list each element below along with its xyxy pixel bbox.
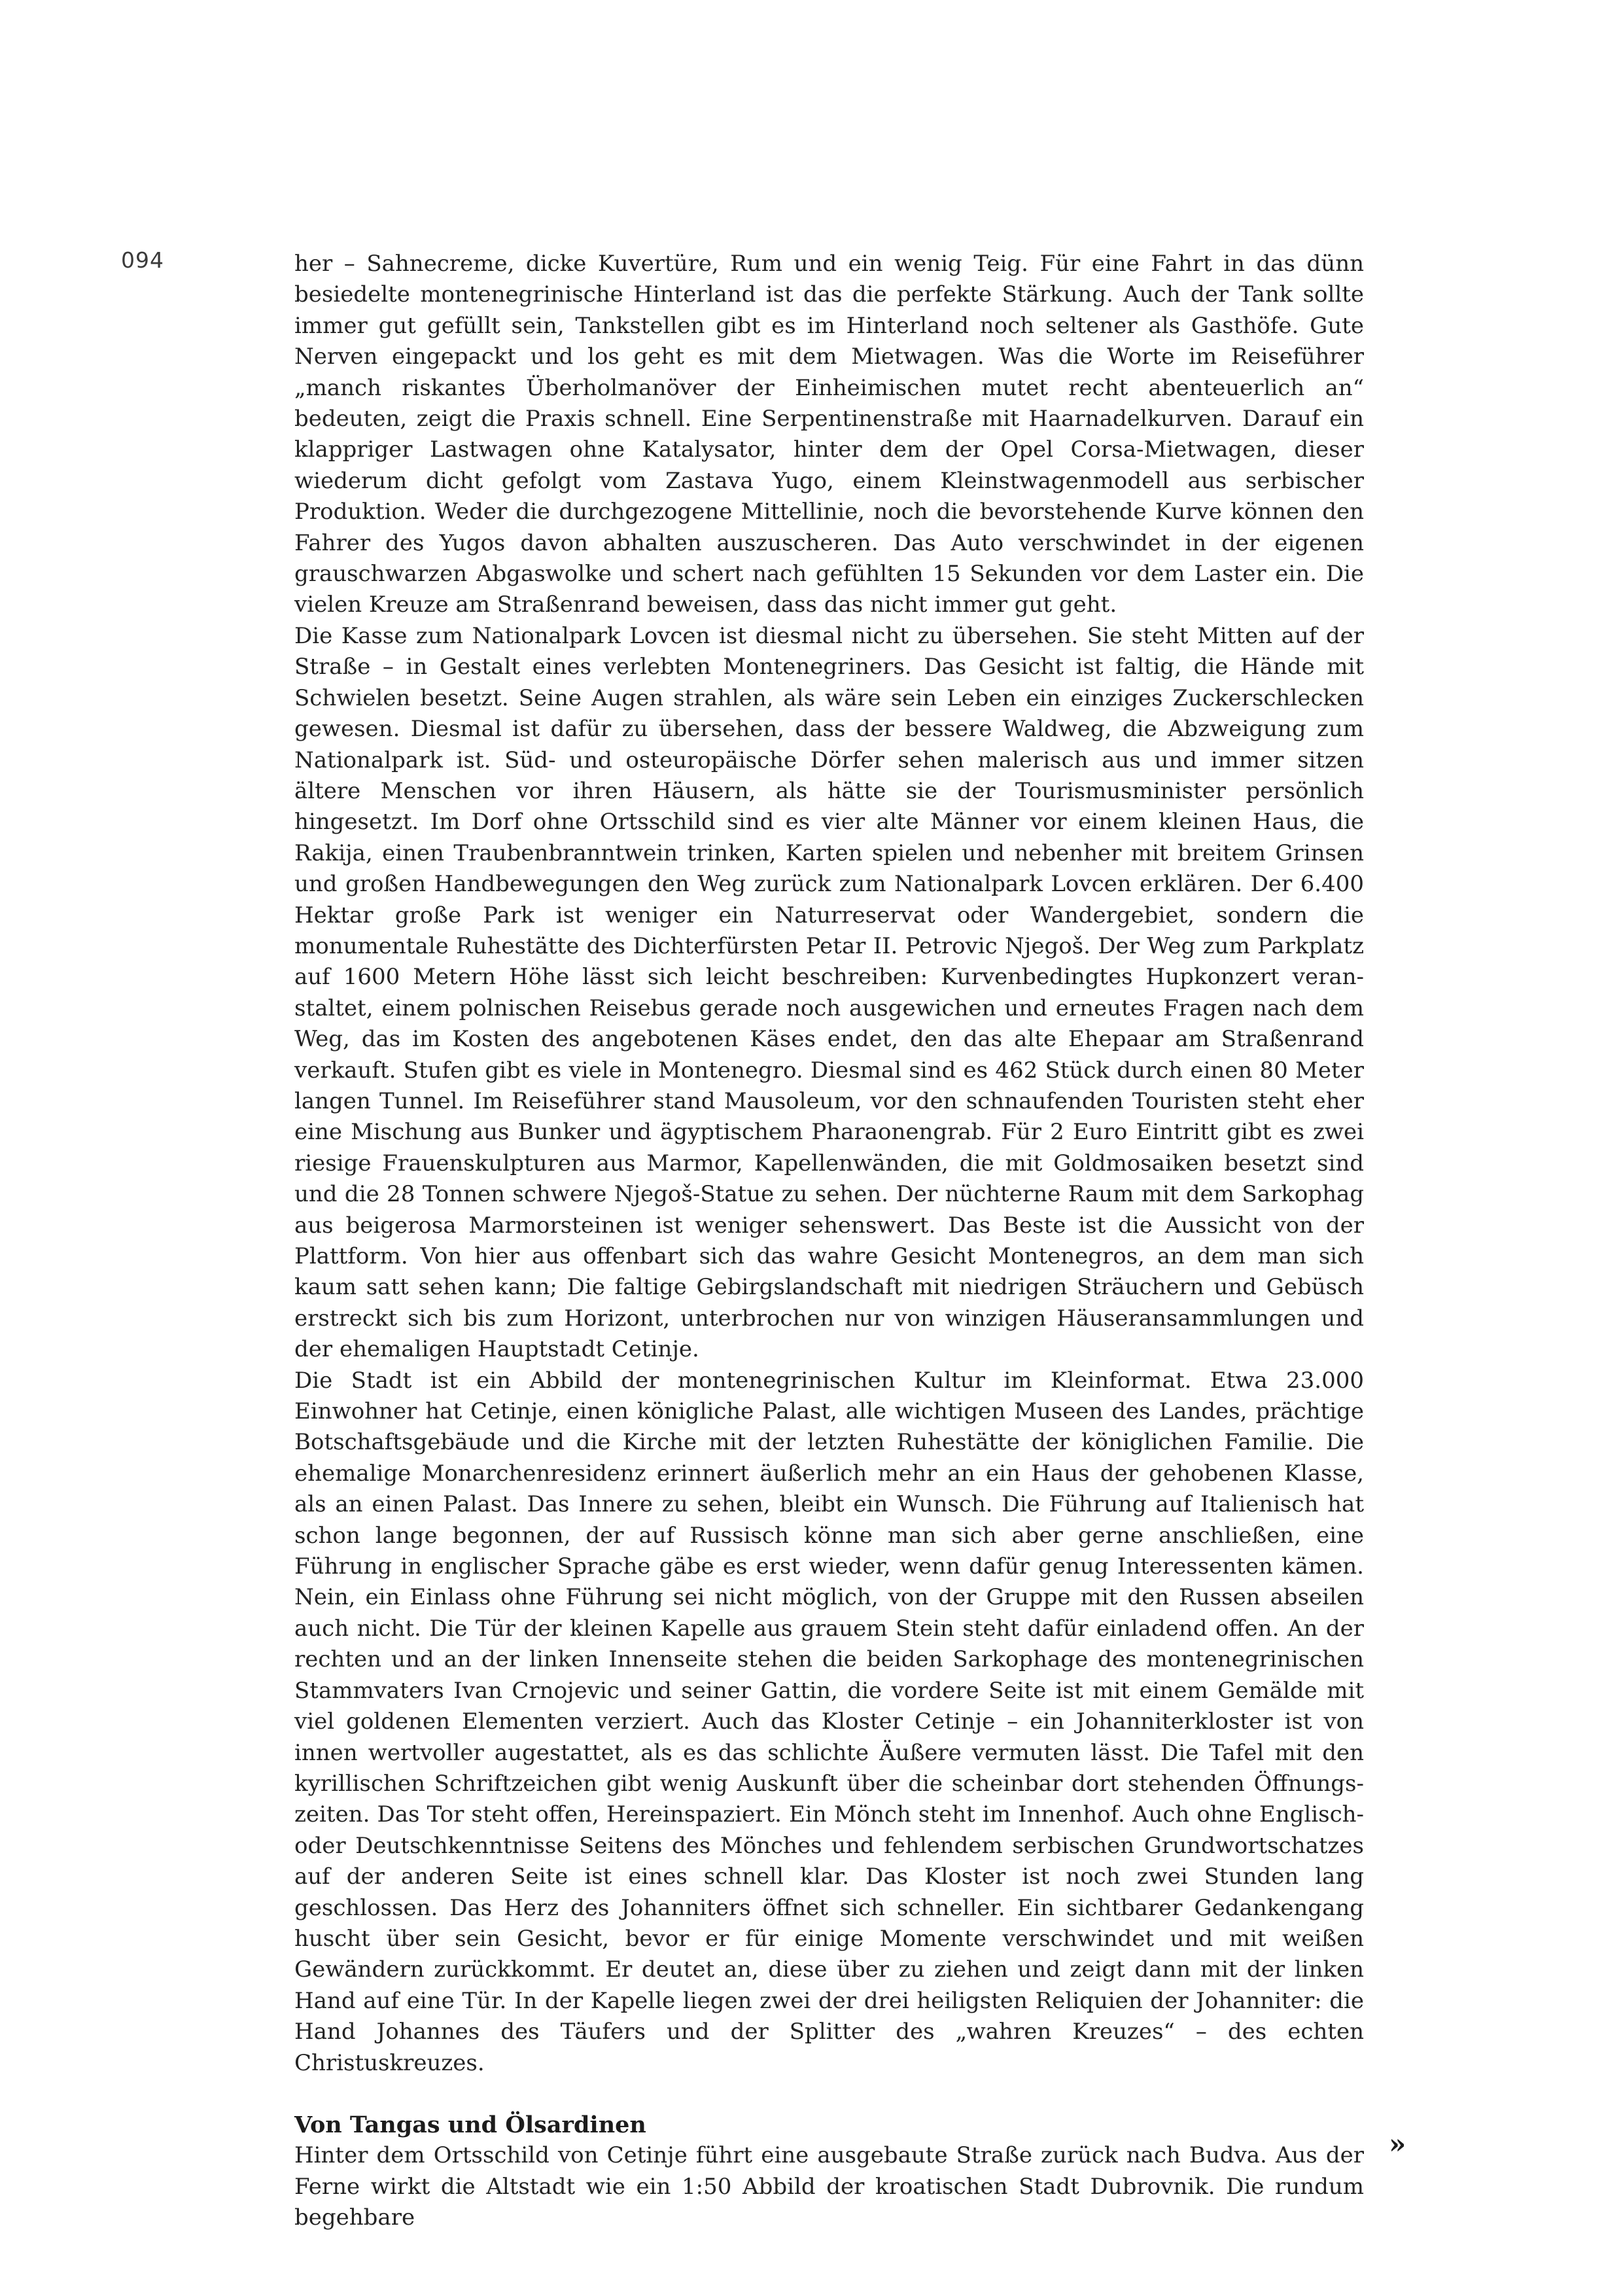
paragraph-lovcen-national-park: Die Kasse zum Nationalpark Lovcen ist diesmal nicht zu übersehen. Sie steht Mitten auf der Straße – in Gestalt eines verlebten Montenegriners. Das Gesicht ist faltig, die Hände mit Schwielen besetzt. Seine Augen strahlen, als wäre sein Leben ein einziges Zuckerschlecken gewesen. Diesmal ist dafür zu übersehen, dass der bessere Waldweg, die Abzweigung zum Nationalpark ist. Süd- und osteuropäische Dörfer sehen malerisch aus und immer sitzen ältere Menschen vor ihren Häusern, als hätte sie der Tourismusminister persönlich hingesetzt. Im Dorf ohne Ortsschild sind es vier alte Männer vor einem kleinen Haus, die Rakija, einen Traubenbranntwein trinken, Karten spielen und nebenher mit breitem Grinsen und großen Handbewegungen den Weg zurück zum Nationalpark Lovcen erklären. Der 6.400 Hektar große Park ist weniger ein Naturreservat oder Wandergebiet, sondern die monumentale Ruhestätte des Dichterfürsten Petar II. Petrovic Njegoš. Der Weg zum Parkplatz auf 1600 Metern Höhe lässt sich leicht beschreiben: Kurvenbedingtes Hupkonzert veranstaltet, einem polnischen Reisebus gerade noch ausgewichen und erneutes Fragen nach dem Weg, das im Kosten des angebotenen Käses endet, den das alte Ehepaar am Straßenrand verkauft. Stufen gibt es viele in Montenegro. Diesmal sind es 462 Stück durch einen 80 Meter langen Tunnel. Im Reiseführer stand Mausoleum, vor den schnaufenden Touristen steht eher eine Mischung aus Bunker und ägyptischem Pharaonengrab. Für 2 Euro Eintritt gibt es zwei riesige Frauenskulpturen aus Marmor, Kapellenwänden, die mit Goldmosaiken besetzt sind und die 28 Tonnen schwere Njegoš-Statue zu sehen. Der nüchterne Raum mit dem Sarkophag aus beigerosa Marmorsteinen ist weniger sehenswert. Das Beste ist die Aussicht von der Plattform. Von hier aus offenbart sich das wahre Gesicht Montenegros, an dem man sich kaum satt sehen kann; Die faltige Gebirgslandschaft mit niedrigen Sträuchern und Gebüsch erstreckt sich bis zum Horizont, unterbrochen nur von winzigen Häuseransammlungen und der ehemaligen Hauptstadt Cetinje.: [294, 622, 1364, 1363]
section-heading: Von Tangas und Ölsardinen: [294, 2111, 646, 2138]
paragraph-budva: Hinter dem Ortsschild von Cetinje führt eine ausgebaute Straße zurück nach Budva. Aus der Ferne wirkt die Altstadt wie ein 1:50 Abbild der kroatischen Stadt Dubrovnik. Die rundum begehbare: [294, 2142, 1364, 2231]
article-body: [294, 249, 1364, 2234]
paragraph-hinterland-drive: her – Sahnecreme, dicke Kuvertüre, Rum und ein wenig Teig. Für eine Fahrt in das dünn besiedelte montenegrinische Hinterland ist das die perfekte Stärkung. Auch der Tank sollte immer gut gefüllt sein, Tankstellen gibt es im Hinterland noch seltener als Gasthöfe. Gute Nerven eingepackt und los geht es mit dem Mietwagen. Was die Worte im Reiseführer „manch riskantes Überholmanöver der Einheimischen mutet recht abenteuerlich an“ bedeuten, zeigt die Praxis schnell. Eine Serpentinenstraße mit Haarnadelkurven. Darauf ein klappriger Lastwagen ohne Katalysator, hinter dem der Opel Corsa-Mietwagen, dieser wiederum dicht gefolgt vom Zastava Yugo, einem Kleinstwagenmodell aus serbischer Produktion. Weder die durchgezogene Mittellinie, noch die bevorstehende Kurve können den Fahrer des Yugos davon abhalten auszuscheren. Das Auto verschwindet in der eigenen grauschwarzen Abgaswolke und schert nach gefühlten 15 Sekunden vor dem Laster ein. Die vielen Kreuze am Straßenrand beweisen, dass das nicht immer gut geht.: [294, 251, 1364, 618]
paragraph-cetinje: Die Stadt ist ein Abbild der montenegrinischen Kultur im Kleinformat. Etwa 23.000 Einwohner hat Cetinje, einen königliche Palast, alle wichtigen Museen des Landes, prächtige Botschaftsgebäude und die Kirche mit der letzten Ruhestätte der königlichen Familie. Die ehemalige Monarchenresidenz erinnert äußerlich mehr an ein Haus der gehobenen Klasse, als an einen Palast. Das Innere zu sehen, bleibt ein Wunsch. Die Führung auf Italienisch hat schon lange begonnen, der auf Russisch könne man sich aber gerne anschließen, eine Führung in englischer Sprache gäbe es erst wieder, wenn dafür genug Interessenten kämen. Nein, ein Einlass ohne Führung sei nicht möglich, von der Gruppe mit den Russen abseilen auch nicht. Die Tür der kleinen Kapelle aus grauem Stein steht dafür einladend offen. An der rechten und an der linken Innenseite stehen die beiden Sarkophage des montenegrinischen Stammvaters Ivan Crnojevic und seiner Gattin, die vordere Seite ist mit einem Gemälde mit viel goldenen Elementen verziert. Auch das Kloster Cetinje – ein Johanniterkloster ist von innen wertvoller augestattet, als es das schlichte Äußere vermuten lässt. Die Tafel mit den kyrillischen Schriftzeichen gibt wenig Auskunft über die scheinbar dort stehenden Öffnungszeiten. Das Tor steht offen, Hereinspaziert. Ein Mönch steht im Innenhof. Auch ohne Englisch- oder Deutschkenntnisse Seitens des Mönches und fehlendem serbischen Grundwortschatzes auf der anderen Seite ist eines schnell klar. Das Kloster ist noch zwei Stunden lang geschlossen. Das Herz des Johanniters öffnet sich schneller. Ein sichtbarer Gedankengang huscht über sein Gesicht, bevor er für einige Momente verschwindet und mit weißen Gewändern zurückkommt. Er deutet an, diese über zu ziehen und zeigt dann mit der linken Hand auf eine Tür. In der Kapelle liegen zwei der drei heiligsten Reliquien der Johanniter: die Hand Johannes des Täufers und der Splitter des „wahren Kreuzes“ – des echten Christuskreuzes.: [294, 1367, 1364, 2076]
page-number: 094: [121, 247, 164, 273]
continue-arrow-icon: »: [1389, 2128, 1406, 2160]
